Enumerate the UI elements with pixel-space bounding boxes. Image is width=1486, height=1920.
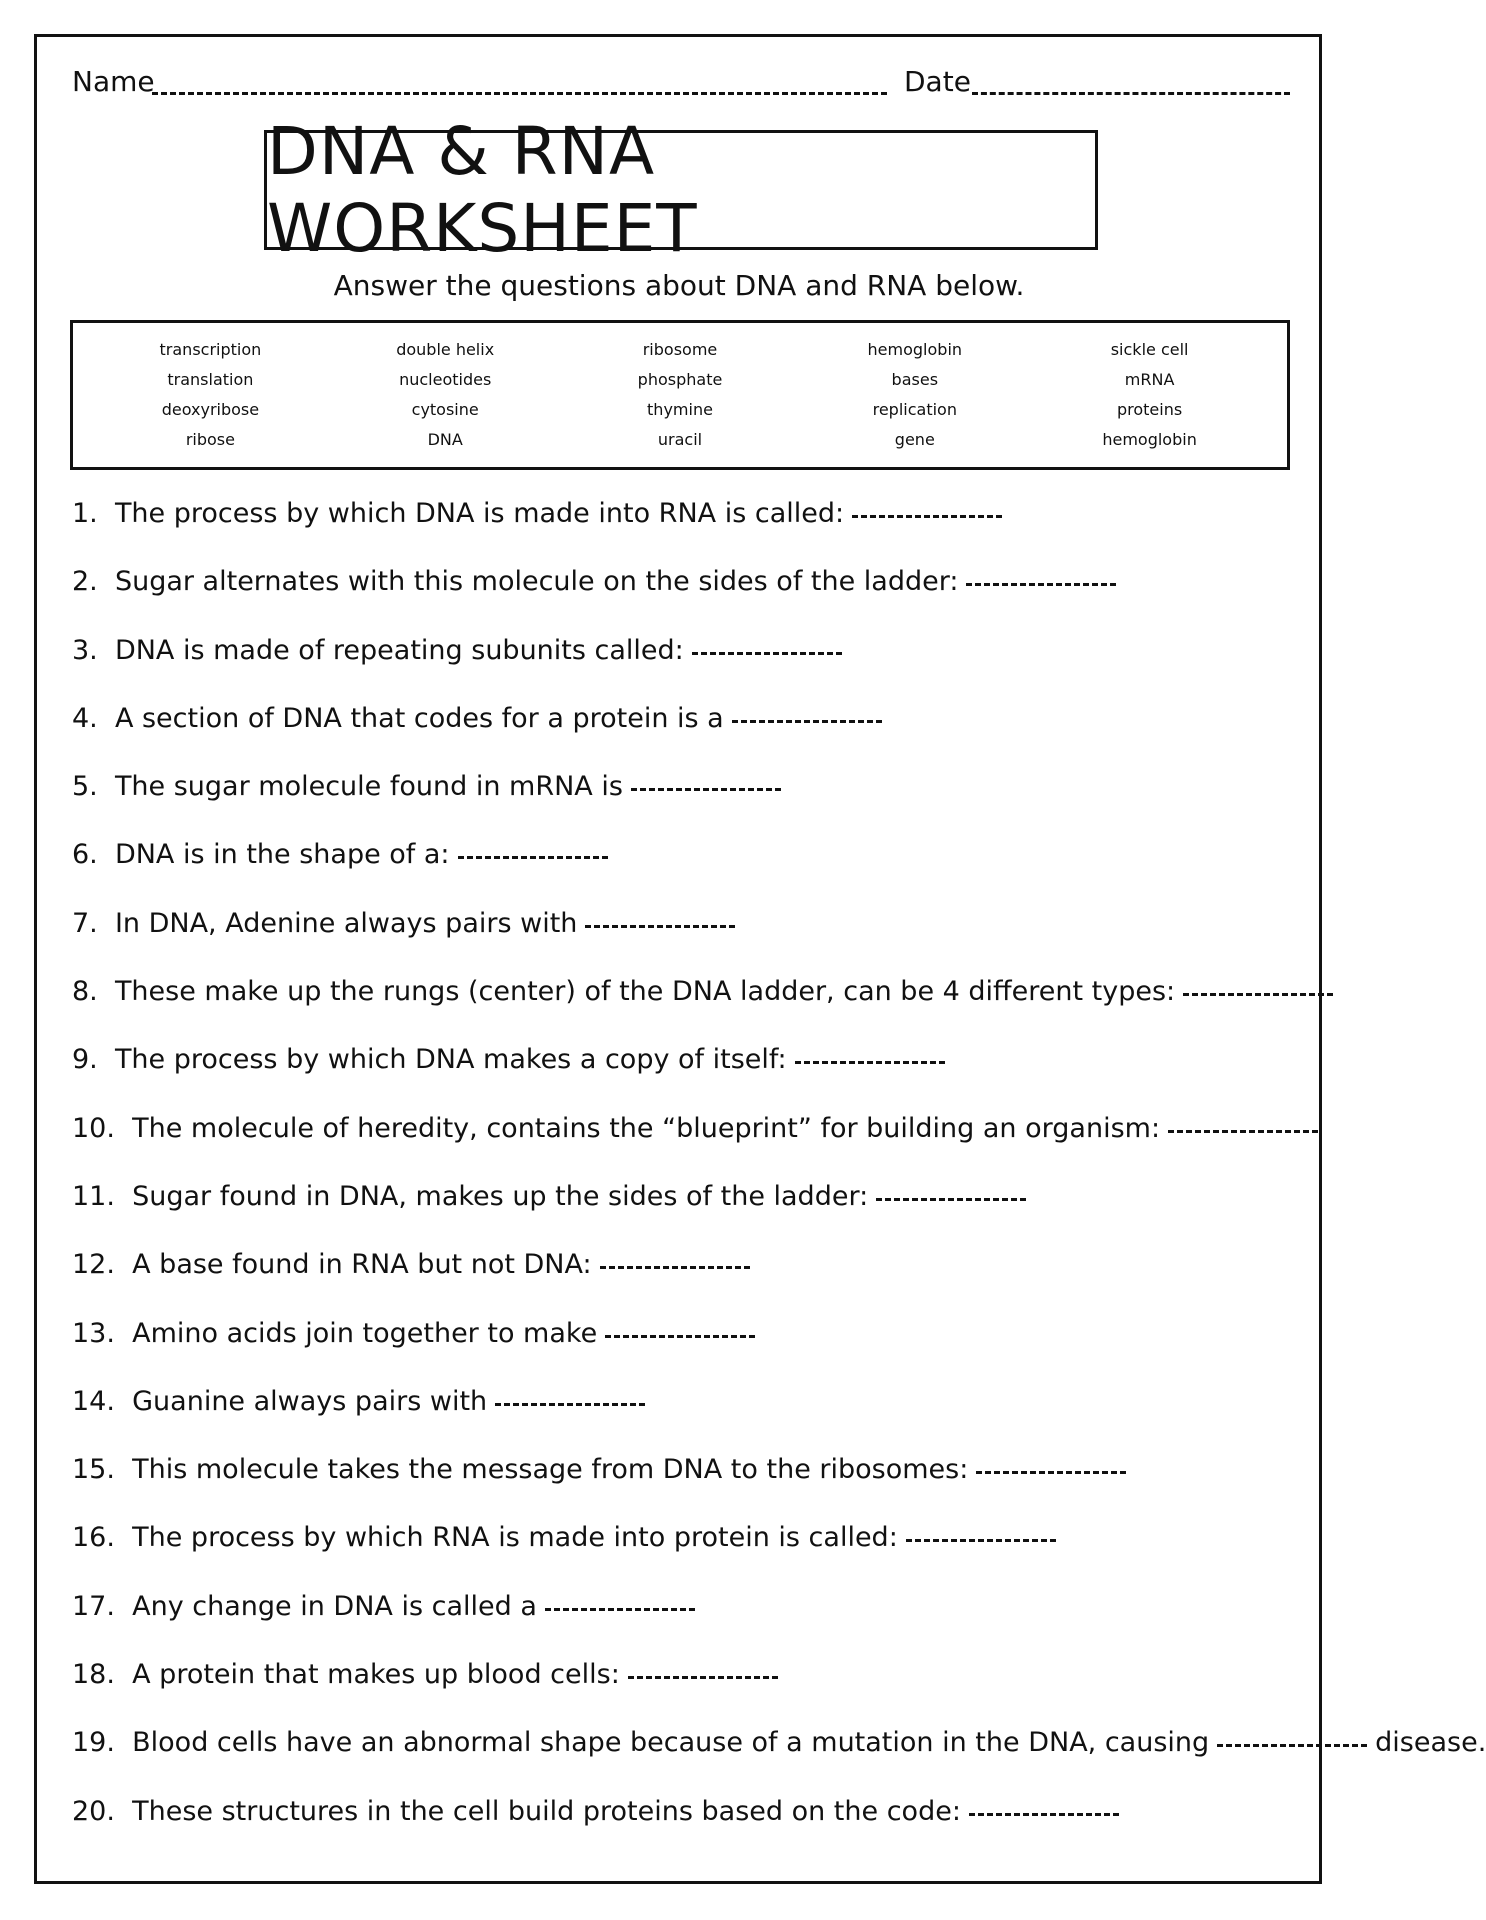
question-text: A protein that makes up blood cells: xyxy=(132,1659,620,1691)
word-bank-term: bases xyxy=(891,370,939,389)
word-bank-term: translation xyxy=(167,370,254,389)
word-bank xyxy=(70,320,1290,470)
question-text: The sugar molecule found in mRNA is xyxy=(114,771,623,803)
question-number: 6. xyxy=(72,839,98,871)
answer-blank[interactable] xyxy=(605,1335,755,1338)
question-text: Sugar alternates with this molecule on the sides of the ladder: xyxy=(114,566,959,598)
question-number: 13. xyxy=(72,1317,115,1349)
question-item xyxy=(72,835,1292,903)
question-text: The process by which DNA is made into RNA is called: xyxy=(114,498,845,529)
answer-blank[interactable] xyxy=(1168,1130,1318,1133)
question-number: 19. xyxy=(72,1727,115,1759)
question-item xyxy=(72,562,1292,630)
question-text: DNA is made of repeating subunits called: xyxy=(114,634,684,666)
word-bank-term: thymine xyxy=(647,400,713,419)
word-bank-term: transcription xyxy=(159,340,262,359)
question-number: 16. xyxy=(72,1522,115,1554)
question-number: 14. xyxy=(72,1385,115,1417)
question-text: In DNA, Adenine always pairs with xyxy=(114,907,578,939)
word-bank-term: mRNA xyxy=(1124,370,1175,389)
question-text: A base found in RNA but not DNA: xyxy=(132,1249,592,1281)
question-text: These structures in the cell build proteins based on the code: xyxy=(132,1795,961,1827)
question-text-after: disease. xyxy=(1375,1727,1486,1759)
answer-blank[interactable] xyxy=(545,1608,695,1611)
question-number: 3. xyxy=(72,634,98,666)
question-item xyxy=(72,972,1292,1040)
question-item xyxy=(72,1587,1292,1655)
word-bank-term: uracil xyxy=(657,430,703,449)
question-text: Any change in DNA is called a xyxy=(132,1590,537,1622)
word-bank-term: cytosine xyxy=(411,400,479,419)
question-number: 5. xyxy=(72,771,98,803)
question-item xyxy=(72,1792,1292,1860)
question-list xyxy=(72,494,1486,1860)
question-number: 10. xyxy=(72,1112,115,1144)
answer-blank[interactable] xyxy=(585,925,735,928)
question-item xyxy=(72,1450,1292,1518)
question-item xyxy=(72,631,1292,699)
question-number: 11. xyxy=(72,1180,115,1212)
word-bank-term: ribosome xyxy=(642,340,718,359)
question-item xyxy=(72,767,1292,835)
answer-blank[interactable] xyxy=(1183,993,1333,996)
question-number: 4. xyxy=(72,702,98,734)
question-text: The process by which DNA makes a copy of itself: xyxy=(114,1044,787,1076)
answer-blank[interactable] xyxy=(628,1676,778,1679)
question-text: Amino acids join together to make xyxy=(132,1317,598,1349)
answer-blank[interactable] xyxy=(732,720,882,723)
question-item xyxy=(72,1382,1292,1450)
question-text: Guanine always pairs with xyxy=(132,1385,488,1417)
date-label: Date xyxy=(904,65,971,98)
answer-blank[interactable] xyxy=(495,1403,645,1406)
question-item xyxy=(72,1177,1292,1245)
question-number: 18. xyxy=(72,1659,115,1691)
word-bank-term: DNA xyxy=(427,430,463,449)
question-number: 20. xyxy=(72,1795,115,1827)
word-bank-term: gene xyxy=(894,430,935,449)
question-item xyxy=(72,1723,1486,1791)
answer-blank[interactable] xyxy=(966,583,1116,586)
answer-blank[interactable] xyxy=(692,652,842,655)
answer-blank[interactable] xyxy=(1217,1744,1367,1747)
instructions: Answer the questions about DNA and RNA below. xyxy=(333,269,1025,302)
question-item xyxy=(72,1314,1292,1382)
question-number: 8. xyxy=(72,976,98,1008)
date-field[interactable] xyxy=(972,92,1290,95)
question-text: A section of DNA that codes for a protein is a xyxy=(114,702,724,734)
answer-blank[interactable] xyxy=(795,1061,945,1064)
question-item xyxy=(72,1109,1292,1177)
question-text: Sugar found in DNA, makes up the sides of the ladder: xyxy=(132,1180,869,1212)
answer-blank[interactable] xyxy=(631,788,781,791)
question-number: 1. xyxy=(72,498,98,529)
question-text: DNA is in the shape of a: xyxy=(114,839,450,871)
worksheet-title: DNA & RNA WORKSHEET xyxy=(267,113,698,267)
answer-blank[interactable] xyxy=(600,1266,750,1269)
question-item xyxy=(72,1518,1292,1586)
question-item xyxy=(72,1245,1292,1313)
answer-blank[interactable] xyxy=(852,515,1002,518)
question-item xyxy=(72,1040,1292,1108)
question-text: This molecule takes the message from DNA to the ribosomes: xyxy=(132,1454,969,1486)
word-bank-term: hemoglobin xyxy=(1102,430,1197,449)
answer-blank[interactable] xyxy=(458,856,608,859)
answer-blank[interactable] xyxy=(906,1539,1056,1542)
name-field[interactable] xyxy=(152,92,887,95)
question-number: 15. xyxy=(72,1454,115,1486)
question-item xyxy=(72,699,1292,767)
question-text: Blood cells have an abnormal shape because of a mutation in the DNA, causing xyxy=(132,1727,1210,1759)
question-text: These make up the rungs (center) of the DNA ladder, can be 4 different types: xyxy=(114,976,1176,1008)
word-bank-term: hemoglobin xyxy=(867,340,963,359)
question-text: The process by which RNA is made into protein is called: xyxy=(132,1522,898,1554)
word-bank-term: sickle cell xyxy=(1110,340,1189,359)
word-bank-term: ribose xyxy=(185,430,235,449)
answer-blank[interactable] xyxy=(969,1813,1119,1816)
question-number: 2. xyxy=(72,566,98,598)
question-number: 7. xyxy=(72,907,98,939)
question-number: 12. xyxy=(72,1249,115,1281)
question-number: 9. xyxy=(72,1044,98,1076)
word-bank-term: deoxyribose xyxy=(161,400,260,419)
question-item xyxy=(72,494,1292,562)
word-bank-term: nucleotides xyxy=(399,370,492,389)
header-line xyxy=(72,62,1292,102)
answer-blank[interactable] xyxy=(976,1471,1126,1474)
word-bank-term: replication xyxy=(872,400,957,419)
question-text: The molecule of heredity, contains the “blueprint” for building an organism: xyxy=(132,1112,1161,1144)
question-item xyxy=(72,1655,1292,1723)
word-bank-term: proteins xyxy=(1116,400,1183,419)
question-item xyxy=(72,904,1292,972)
name-label: Name xyxy=(72,65,155,98)
word-bank-term: double helix xyxy=(396,340,495,359)
word-bank-term: phosphate xyxy=(637,370,723,389)
title-box xyxy=(264,113,1098,267)
question-number: 17. xyxy=(72,1590,115,1622)
answer-blank[interactable] xyxy=(876,1198,1026,1201)
